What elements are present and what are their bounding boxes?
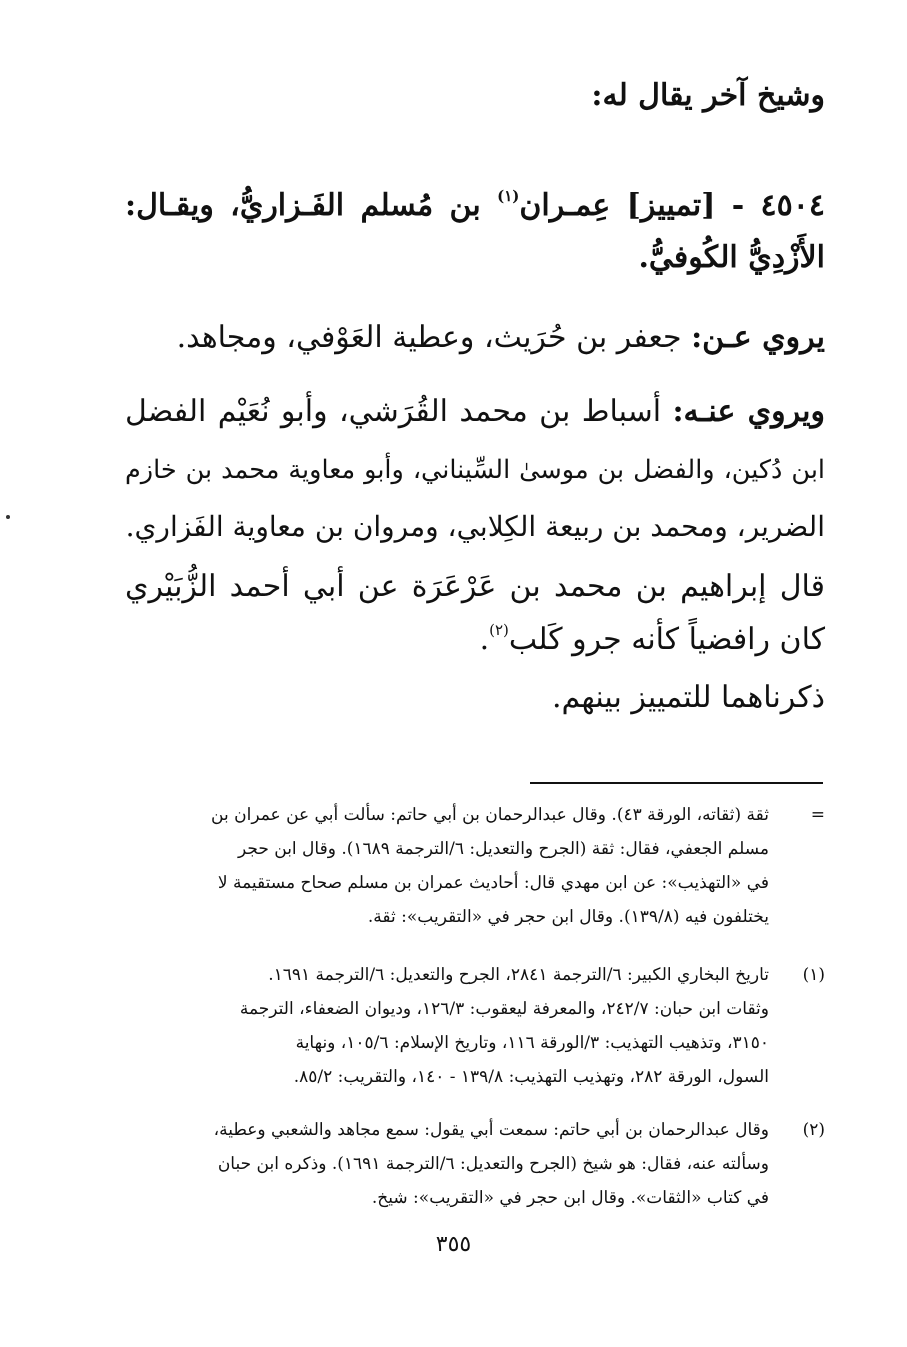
narrated-by-line-1: [125, 392, 825, 432]
footnote-line: وسألته عنه، فقال: هو شيخ (الجرح والتعديل: ٦/الترجمة ١٦٩١). وذكره ابن حبان: [217, 1154, 769, 1174]
footnote-line: وقال عبدالرحمان بن أبي حاتم: سمعت أبي يقول: سمع مجاهد والشعبي وعطية،: [213, 1120, 769, 1140]
narrated-by-line-3: الضرير، ومحمد بن ربيعة الكِلابي، ومروان بن معاوية الفَزاري.: [125, 510, 825, 543]
footnote-marker: =: [810, 805, 825, 825]
footnote-line: في كتاب «الثقات». وقال ابن حجر في «التقريب»: شيخ.: [371, 1188, 769, 1208]
footnote-lines: [125, 798, 769, 934]
statement-line-1: قال إبراهيم بن محمد بن عَرْعَرَة عن أبي أحمد الزُّبَيْري: [125, 569, 825, 604]
narrates-from: [125, 318, 825, 358]
footnote-line: مسلم الجعفي، فقال: ثقة (الجرح والتعديل: ٦/الترجمة ١٦٨٩). وقال ابن حجر: [237, 839, 769, 859]
entry-title-end: بن مُسلم الفَـزاريُّ، ويقـال:: [125, 188, 498, 223]
footnote-ref-2: (٢): [489, 621, 509, 639]
entry-title-line-1: [125, 186, 825, 226]
entry-title-start: ٤٥٠٤ - [تمييز] عِمـران: [519, 188, 825, 223]
footnote-separator: [530, 782, 823, 784]
footnote-ref-1: (١): [497, 187, 520, 205]
scan-speck: [6, 515, 10, 519]
footnote-line: ٣١٥٠، وتذهيب التهذيب: ٣/الورقة ١١٦، وتاريخ الإسلام: ١٠٥/٦، ونهاية: [295, 1033, 769, 1053]
closing-note: ذكرناهما للتمييز بينهم.: [552, 680, 825, 715]
statement-line-2: [125, 620, 825, 660]
footnote-line: ثقة (ثقاته، الورقة ٤٣). وقال عبدالرحمان بن أبي حاتم: سألت أبي عن عمران بن: [211, 805, 769, 825]
page-number: ٣٥٥: [435, 1232, 472, 1257]
footnote-line: تاريخ البخاري الكبير: ٦/الترجمة ٢٨٤١، الجرح والتعديل: ٦/الترجمة ١٦٩١.: [268, 965, 769, 985]
statement-text: كان رافضياً كأنه جرو كَلب: [508, 622, 825, 657]
footnote-lines: [125, 958, 769, 1094]
narrated-by-line-2: ابن دُكين، والفضل بن موسىٰ السِّيناني، وأبو معاوية محمد بن خازم: [125, 455, 825, 485]
footnote-line: يختلفون فيه (١٣٩/٨). وقال ابن حجر في «التقريب»: ثقة.: [367, 907, 769, 927]
footnote-line: السول، الورقة ٢٨٢، وتهذيب التهذيب: ١٣٩/٨ - ١٤٠، والتقريب: ٨٥/٢.: [293, 1067, 769, 1087]
narrated-by-label: ويروي عنـه:: [672, 394, 825, 429]
footnote-lines: [125, 1113, 769, 1215]
narrated-by-text: أسباط بن محمد القُرَشي، وأبو نُعَيْم الفضل: [125, 394, 673, 429]
narrates-from-label: يروي عـن:: [691, 320, 825, 355]
footnote-marker: (١): [802, 965, 825, 985]
entry-title-line-2: الأَزْدِيُّ الكُوفيُّ.: [638, 240, 825, 275]
narrates-from-text: جعفر بن حُرَيث، وعطية العَوْفي، ومجاهد.: [176, 320, 692, 355]
footnote-line: في «التهذيب»: عن ابن مهدي قال: أحاديث عمران بن مسلم صحاح مستقيمة لا: [217, 873, 769, 893]
footnote-marker: (٢): [802, 1120, 825, 1140]
section-heading: وشيخ آخر يقال له:: [591, 78, 825, 113]
statement-period: .: [479, 622, 490, 657]
footnote-line: وثقات ابن حبان: ٢٤٢/٧، والمعرفة ليعقوب: ١٢٦/٣، وديوان الضعفاء، الترجمة: [239, 999, 769, 1019]
